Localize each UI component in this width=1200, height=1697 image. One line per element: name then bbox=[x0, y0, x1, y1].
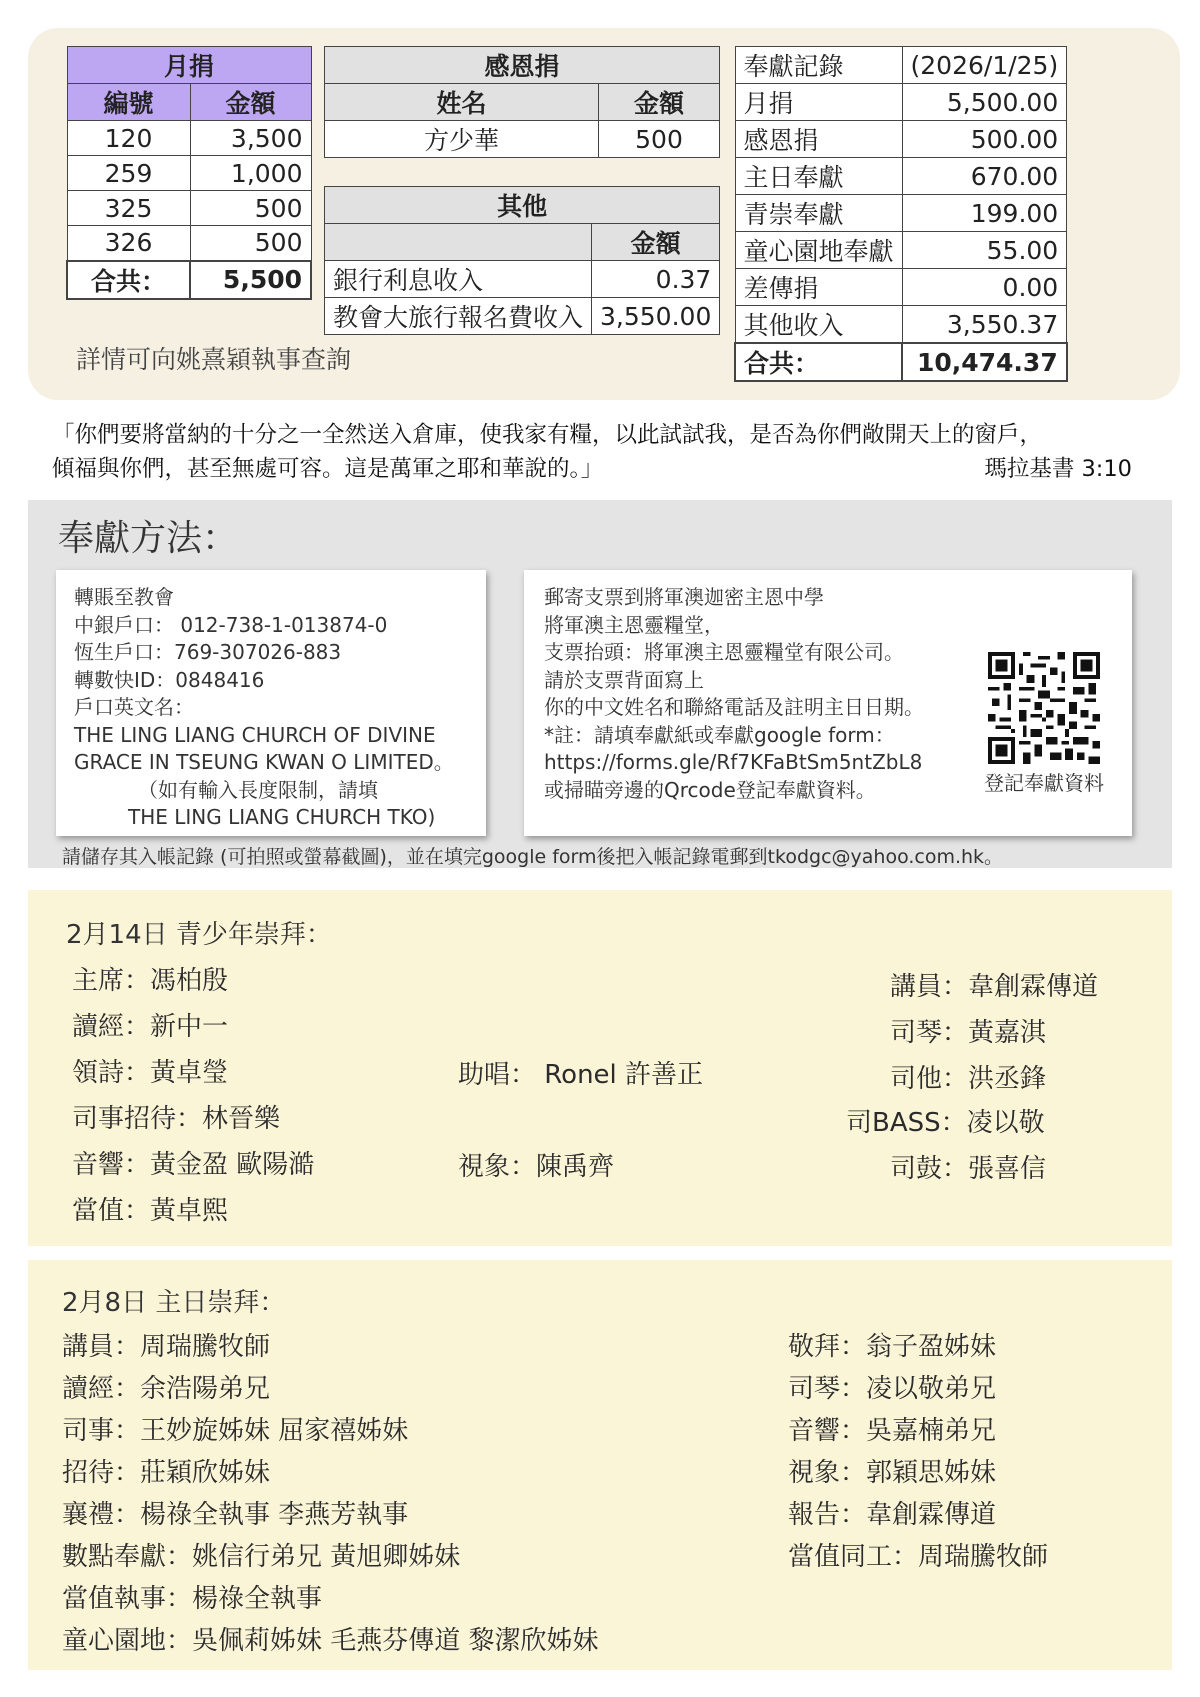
monthly-col-number: 編號 bbox=[67, 84, 190, 121]
monthly-title: 月捐 bbox=[67, 47, 311, 84]
methods-title: 奉獻方法： bbox=[58, 518, 239, 559]
qr-code-icon[interactable] bbox=[988, 652, 1100, 764]
record-item: 感恩捐 bbox=[735, 121, 902, 158]
cheque-line-1: 郵寄支票到將軍澳迦密主恩中學 bbox=[544, 585, 824, 609]
cheque-line-4: 請於支票背面寫上 bbox=[544, 667, 704, 692]
sunday-title: 2月8日 主日崇拜： bbox=[62, 1288, 286, 1318]
monthly-number: 259 bbox=[67, 156, 190, 191]
monthly-col-amount: 金額 bbox=[190, 84, 311, 121]
other-col-item bbox=[325, 224, 592, 261]
record-amount: 500.00 bbox=[902, 121, 1067, 158]
table-row bbox=[325, 121, 720, 158]
sunday-service-panel bbox=[28, 1260, 1172, 1670]
monthly-total-label: 合共： bbox=[67, 261, 190, 299]
youth-guitar: 司他：洪丞鋒 bbox=[890, 1064, 1047, 1094]
google-form-link[interactable]: https://forms.gle/Rf7KFaBtSm5ntZbL8 bbox=[544, 750, 923, 774]
table-row bbox=[325, 261, 720, 298]
sunday-visual: 視象：郭穎思姊妹 bbox=[788, 1458, 997, 1488]
record-amount: 55.00 bbox=[902, 232, 1067, 269]
monthly-number: 325 bbox=[67, 191, 190, 226]
youth-bass: 司BASS：凌以敬 bbox=[846, 1108, 1045, 1138]
table-row bbox=[735, 158, 1067, 195]
account-name-line-1: THE LING LIANG CHURCH OF DIVINE bbox=[74, 722, 436, 747]
sunday-counting: 數點奉獻：姚信行弟兄 黃旭卿姊妹 bbox=[62, 1542, 461, 1572]
thanks-name: 方少華 bbox=[325, 121, 599, 158]
table-row bbox=[735, 195, 1067, 232]
cheque-line-5: 你的中文姓名和聯絡電話及註明主日日期。 bbox=[544, 695, 924, 719]
youth-visual: 視象：陳禹齊 bbox=[458, 1152, 615, 1182]
record-total-value: 10,474.37 bbox=[902, 343, 1067, 381]
youth-sound: 音響：黃金盈 歐陽澔 bbox=[72, 1150, 315, 1180]
youth-backing: 助唱： Ronel 許善正 bbox=[458, 1060, 704, 1090]
other-amount: 0.37 bbox=[592, 261, 720, 298]
account-name-label: 戶口英文名： bbox=[74, 695, 194, 719]
thanks-title: 感恩捐 bbox=[325, 47, 720, 84]
sunday-kids: 童心園地：吳佩莉姊妹 毛燕芬傳道 黎潔欣姊妹 bbox=[62, 1626, 599, 1656]
bible-verse bbox=[52, 418, 1132, 486]
other-title: 其他 bbox=[325, 187, 720, 224]
monthly-amount: 500 bbox=[190, 226, 311, 261]
fps-id: 轉數快ID：0848416 bbox=[74, 667, 265, 692]
other-item: 銀行利息收入 bbox=[325, 261, 592, 298]
other-table bbox=[324, 186, 720, 335]
monthly-total-value: 5,500 bbox=[190, 261, 311, 299]
sunday-reading: 讀經：余浩陽弟兄 bbox=[62, 1374, 271, 1404]
bank-transfer-card bbox=[56, 570, 486, 836]
verse-line-2: 傾福與你們，甚至無處可容。這是萬軍之耶和華說的。」 bbox=[52, 456, 604, 482]
account-name-line-2: GRACE IN TSEUNG KWAN O LIMITED。 bbox=[74, 750, 454, 774]
thanks-col-name: 姓名 bbox=[325, 84, 599, 121]
cheque-line-8: 或掃瞄旁邊的Qrcode登記奉獻資料。 bbox=[544, 777, 876, 802]
table-row bbox=[735, 121, 1067, 158]
record-amount: 670.00 bbox=[902, 158, 1067, 195]
detail-note: 詳情可向姚熹穎執事查詢 bbox=[76, 345, 352, 374]
sunday-speaker: 講員：周瑞騰牧師 bbox=[62, 1332, 271, 1362]
monthly-amount: 3,500 bbox=[190, 121, 311, 156]
monthly-amount: 500 bbox=[190, 191, 311, 226]
hangseng-account: 恆生戶口：769-307026-883 bbox=[74, 640, 342, 664]
limit-note-line-1: （如有輸入長度限制，請填 bbox=[138, 777, 378, 802]
record-amount: 3,550.37 bbox=[902, 306, 1067, 344]
table-row bbox=[735, 84, 1067, 121]
boc-account: 中銀戶口： 012-738-1-013874-0 bbox=[74, 612, 388, 637]
verse-reference: 瑪拉基書 3:10 bbox=[984, 456, 1132, 482]
giving-methods-panel bbox=[28, 500, 1172, 868]
sunday-worship: 敬拜：翁子盈姊妹 bbox=[788, 1332, 997, 1362]
sunday-deacon: 當值執事：楊祿全執事 bbox=[62, 1584, 323, 1614]
record-total-label: 合共： bbox=[735, 343, 902, 381]
sunday-sound: 音響：吳嘉楠弟兄 bbox=[788, 1416, 997, 1446]
limit-note-line-2: THE LING LIANG CHURCH TKO) bbox=[128, 805, 436, 829]
table-row bbox=[325, 298, 720, 335]
table-row bbox=[67, 191, 311, 226]
cheque-line-6: *註：請填奉獻紙或奉獻google form： bbox=[544, 722, 895, 747]
monthly-amount: 1,000 bbox=[190, 156, 311, 191]
table-row bbox=[735, 306, 1067, 344]
youth-duty: 當值：黃卓熙 bbox=[72, 1196, 229, 1226]
other-col-amount: 金額 bbox=[592, 224, 720, 261]
verse-line-1: 「你們要將當納的十分之一全然送入倉庫，使我家有糧，以此試試我，是否為你們敞開天上的窗戶， bbox=[52, 422, 1043, 448]
record-item: 月捐 bbox=[735, 84, 902, 121]
record-item: 其他收入 bbox=[735, 306, 902, 344]
sunday-welcome: 招待：莊穎欣姊妹 bbox=[62, 1458, 271, 1488]
youth-worship-lead: 領詩：黃卓瑩 bbox=[72, 1058, 229, 1088]
table-row bbox=[735, 269, 1067, 306]
table-row bbox=[67, 156, 311, 191]
qr-block bbox=[982, 652, 1106, 798]
table-row bbox=[67, 121, 311, 156]
youth-chair: 主席：馮柏殷 bbox=[72, 966, 229, 996]
sunday-usher: 司事：王妙旋姊妹 屈家禧姊妹 bbox=[62, 1416, 409, 1446]
monthly-table bbox=[66, 46, 312, 300]
record-amount: 5,500.00 bbox=[902, 84, 1067, 121]
offering-panel bbox=[28, 28, 1180, 400]
cheque-line-3: 支票抬頭：將軍澳主恩靈糧堂有限公司。 bbox=[544, 640, 904, 664]
transfer-heading: 轉賬至教會 bbox=[74, 585, 174, 609]
other-item: 教會大旅行報名費收入 bbox=[325, 298, 592, 335]
record-amount: 199.00 bbox=[902, 195, 1067, 232]
record-date: (2026/1/25) bbox=[902, 47, 1067, 84]
thanks-amount: 500 bbox=[599, 121, 720, 158]
cheque-card bbox=[524, 570, 1132, 836]
table-row bbox=[67, 226, 311, 261]
youth-usher: 司事招待：林晉樂 bbox=[72, 1104, 281, 1134]
cheque-line-2: 將軍澳主恩靈糧堂， bbox=[544, 612, 724, 637]
youth-piano: 司琴：黃嘉淇 bbox=[890, 1018, 1047, 1048]
sunday-report: 報告：韋創霖傳道 bbox=[788, 1500, 997, 1530]
record-title: 奉獻記錄 bbox=[735, 47, 902, 84]
record-amount: 0.00 bbox=[902, 269, 1067, 306]
youth-reading: 讀經：新中一 bbox=[72, 1012, 229, 1042]
youth-title: 2月14日 青少年崇拜： bbox=[66, 920, 332, 950]
youth-speaker: 講員：韋創霖傳道 bbox=[890, 972, 1099, 1002]
other-amount: 3,550.00 bbox=[592, 298, 720, 335]
sunday-piano: 司琴：凌以敬弟兄 bbox=[788, 1374, 997, 1404]
record-item: 主日奉獻 bbox=[735, 158, 902, 195]
monthly-number: 326 bbox=[67, 226, 190, 261]
table-row bbox=[735, 232, 1067, 269]
record-item: 青崇奉獻 bbox=[735, 195, 902, 232]
record-table bbox=[734, 46, 1068, 382]
thanks-col-amount: 金額 bbox=[599, 84, 720, 121]
youth-service-panel bbox=[28, 890, 1172, 1246]
record-item: 童心園地奉獻 bbox=[735, 232, 902, 269]
youth-drums: 司鼓：張喜信 bbox=[890, 1154, 1047, 1184]
thanks-table bbox=[324, 46, 720, 158]
sunday-communion: 襄禮：楊祿全執事 李燕芳執事 bbox=[62, 1500, 409, 1530]
qr-caption: 登記奉獻資料 bbox=[984, 771, 1104, 795]
methods-footer: 請儲存其入帳記錄 (可拍照或螢幕截圖)，並在填完google form後把入帳記錄電郵到tkodgc@yahoo.com.hk。 bbox=[62, 846, 1004, 868]
record-item: 差傳捐 bbox=[735, 269, 902, 306]
sunday-staff: 當值同工：周瑞騰牧師 bbox=[788, 1542, 1049, 1572]
monthly-number: 120 bbox=[67, 121, 190, 156]
